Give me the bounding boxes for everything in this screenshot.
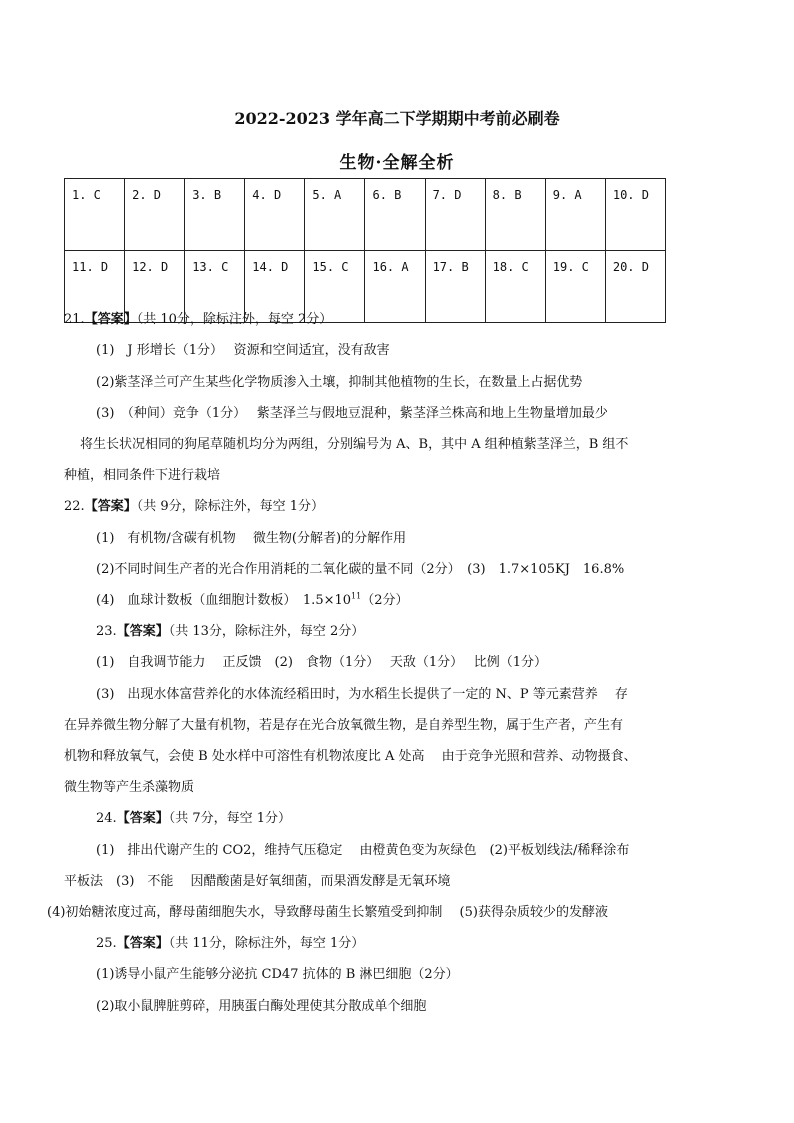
q25-heading: [96, 935, 364, 953]
answer-cell: 12. D: [125, 251, 185, 323]
answer-tag: 【答案】: [116, 811, 169, 826]
answer-tag: 【答案】: [84, 312, 137, 327]
answer-cell: 14. D: [245, 251, 305, 323]
score-note: （共 13分，除标注外，每空 2分）: [168, 624, 365, 639]
answer-cell: 18. C: [485, 251, 545, 323]
question-number: 23.: [96, 624, 117, 639]
score-note: （共 9分，除标注外，每空 1分）: [136, 499, 325, 514]
q21-line-5: 种植，相同条件下进行栽培: [64, 468, 221, 483]
answer-row-1: [65, 179, 666, 251]
q21-line-4: 将生长状况相同的狗尾草随机均分为两组，分别编号为 A、B，其中 A 组种植紫茎泽兰，B 组不: [80, 437, 629, 452]
q23-line-2: (3) 出现水体富营养化的水体流经稻田时，为水稻生长提供了一定的 N、P 等元素营养 存: [96, 687, 628, 702]
answer-cell: 20. D: [605, 251, 665, 323]
q21-line-1: (1) J 形增长（1分） 资源和空间适宜，没有敌害: [96, 343, 390, 358]
question-number: 22.: [64, 499, 85, 514]
answer-cell: 15. C: [305, 251, 365, 323]
answer-cell: 13. C: [185, 251, 245, 323]
q22-line-1: (1) 有机物/含碳有机物 微生物(分解者)的分解作用: [96, 531, 407, 546]
score-note: （共 10分，除标注外，每空 2分）: [136, 312, 333, 327]
q23-line-4: 机物和释放氧气，会使 B 处水样中可溶性有机物浓度比 A 处高 由于竞争光照和营养、动物摄食、: [64, 749, 637, 764]
q24-heading: [96, 810, 291, 828]
question-number: 24.: [96, 811, 117, 826]
q23-heading: [96, 623, 364, 641]
answer-cell: 1. C: [65, 179, 125, 251]
score-note: （共 7分，每空 1分）: [168, 811, 292, 826]
q22-line-3-text: (4) 血球计数板（血细胞计数板） 1.5×10: [96, 593, 352, 608]
question-number: 25.: [96, 936, 117, 951]
q22-heading: [64, 498, 324, 516]
q23-line-1: (1) 自我调节能力 正反馈 (2) 食物（1分） 天敌（1分） 比例（1分）: [96, 655, 548, 670]
answer-cell: 4. D: [245, 179, 305, 251]
answer-cell: 17. B: [425, 251, 485, 323]
q21-line-3: (3) （种间）竞争（1分） 紫茎泽兰与假地豆混种，紫茎泽兰株高和地上生物量增加最少: [96, 406, 608, 421]
answer-cell: 5. A: [305, 179, 365, 251]
q22-line-3-score: （2分）: [361, 593, 409, 608]
answer-cell: 19. C: [545, 251, 605, 323]
q22-line-2: (2)不同时间生产者的光合作用消耗的二氧化碳的量不同（2分） (3) 1.7×105KJ 16.8%: [96, 562, 625, 577]
q24-line-2: 平板法 (3) 不能 因醋酸菌是好氧细菌，而果酒发酵是无氧环境: [64, 874, 451, 889]
q21-line-2: (2)紫茎泽兰可产生某些化学物质渗入土壤，抑制其他植物的生长，在数量上占据优势: [96, 375, 583, 390]
score-note: （共 11分，除标注外，每空 1分）: [168, 936, 365, 951]
answer-cell: 10. D: [605, 179, 665, 251]
answer-cell: 16. A: [365, 251, 425, 323]
q23-line-5: 微生物等产生杀藻物质: [64, 780, 195, 795]
exponent: 11: [351, 591, 362, 601]
q25-line-1: (1)诱导小鼠产生能够分泌抗 CD47 抗体的 B 淋巴细胞（2分）: [96, 967, 459, 982]
answer-cell: 7. D: [425, 179, 485, 251]
q23-line-3: 在异养微生物分解了大量有机物，若是存在光合放氧微生物，是自养型生物，属于生产者，产生有: [64, 718, 624, 733]
answer-cell: 11. D: [65, 251, 125, 323]
question-number: 21.: [64, 312, 85, 327]
answer-cell: 2. D: [125, 179, 185, 251]
answer-tag: 【答案】: [116, 624, 169, 639]
answer-cell: 9. A: [545, 179, 605, 251]
answer-cell: 3. B: [185, 179, 245, 251]
q21-heading: [64, 311, 332, 329]
answer-table: [64, 178, 666, 323]
document-subtitle: 生物·全解全析: [339, 153, 455, 173]
answer-cell: 6. B: [365, 179, 425, 251]
document-title: 2022-2023 学年高二下学期期中考前必刷卷: [234, 109, 560, 128]
q25-line-2: (2)取小鼠脾脏剪碎，用胰蛋白酶处理使其分散成单个细胞: [96, 999, 427, 1014]
answer-tag: 【答案】: [116, 936, 169, 951]
answer-tag: 【答案】: [84, 499, 137, 514]
q22-line-3: [96, 592, 409, 610]
q24-line-3: (4)初始糖浓度过高，酵母菌细胞失水，导致酵母菌生长繁殖受到抑制 (5)获得杂质较少的发酵液: [47, 905, 608, 920]
q24-line-1: (1) 排出代谢产生的 CO2，维持气压稳定 由橙黄色变为灰绿色 (2)平板划线法/稀释涂布: [96, 843, 630, 858]
answer-cell: 8. B: [485, 179, 545, 251]
